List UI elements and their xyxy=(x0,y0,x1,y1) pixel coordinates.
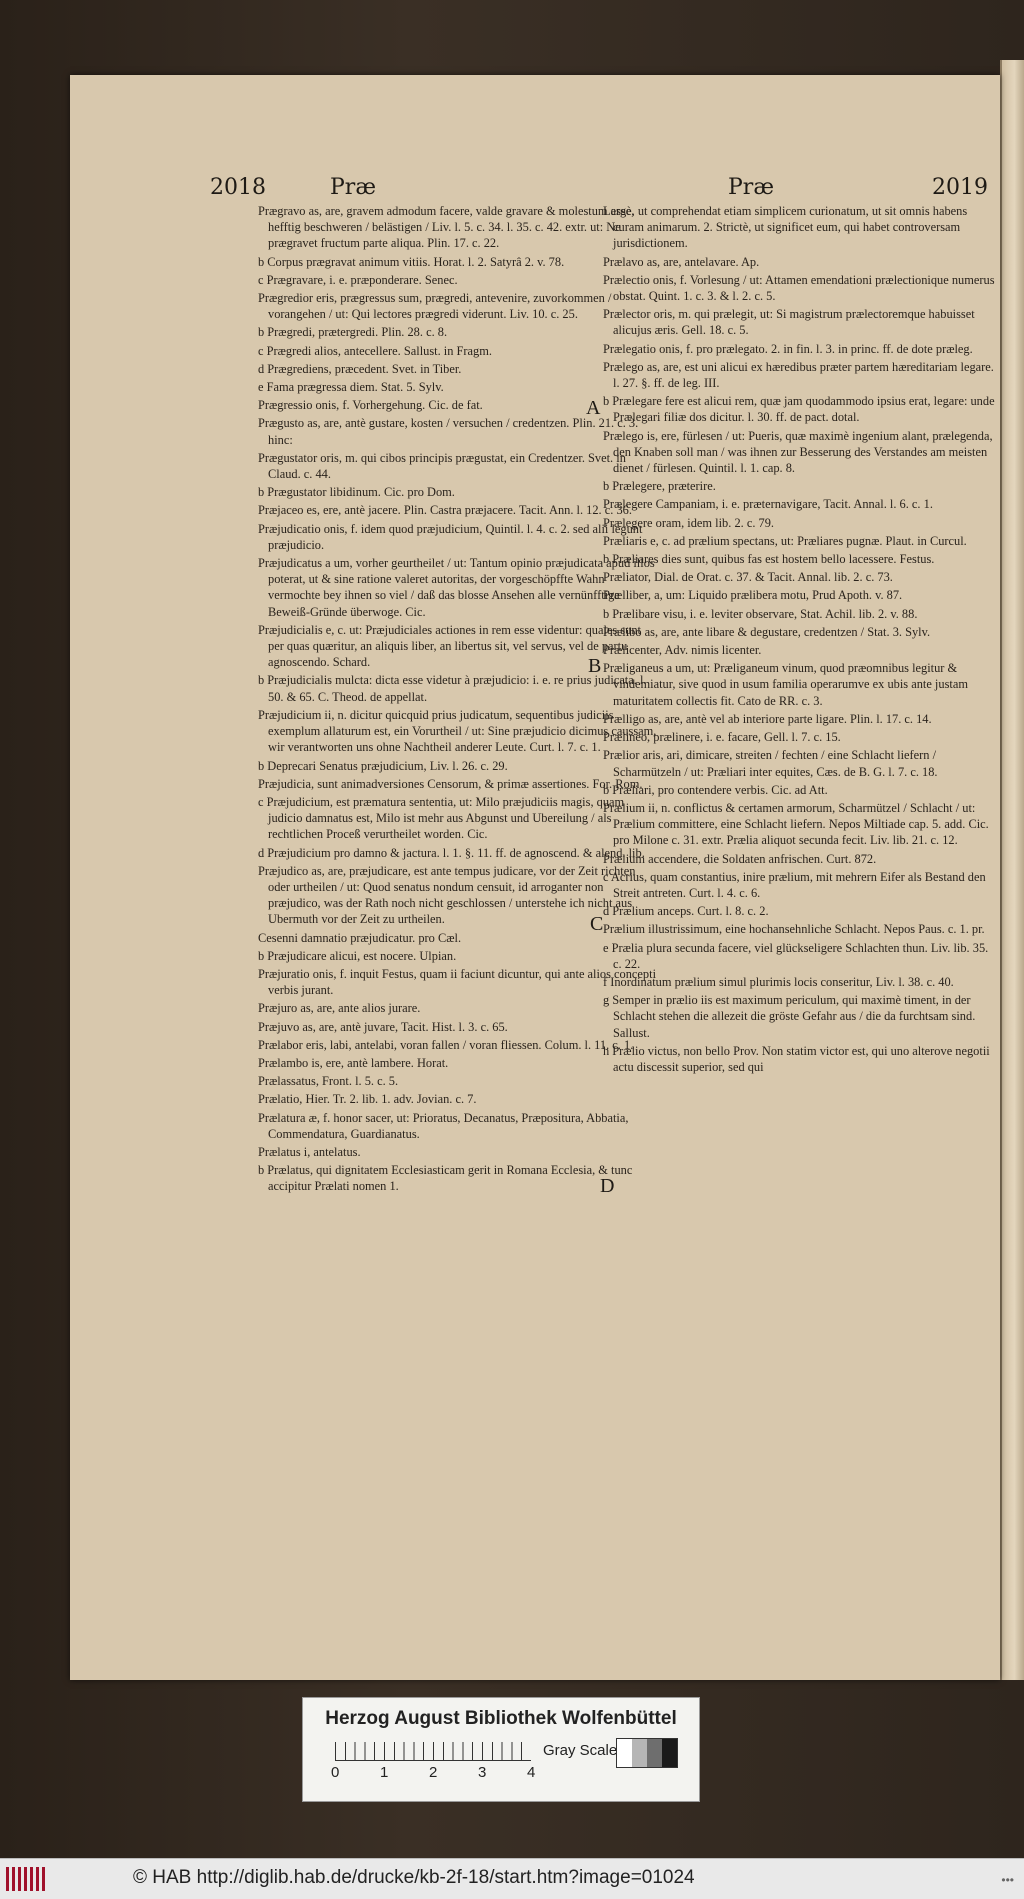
dictionary-entry: d Præjudicium pro damno & jactura. l. 1. §. 11. ff. de agnoscend. & alend. lib. xyxy=(258,845,645,860)
dictionary-entry: Prælegere oram, idem lib. 2. c. 79. xyxy=(603,515,775,530)
dictionary-entry: Præjaceo es, ere, antè jacere. Plin. Castra præjacere. Tacit. Ann. l. 12. c. 36. xyxy=(258,503,632,518)
dictionary-entry: Prælliber, a, um: Liquido prælibera motu, Prud Apoth. v. 87. xyxy=(603,588,903,603)
dictionary-entry: Prælabor eris, labi, antelabi, voran fallen / voran fliessen. Colum. l. 11. c. 1. xyxy=(258,1037,634,1052)
right-column xyxy=(603,203,998,1077)
book-page xyxy=(70,75,1000,1680)
dictionary-entry: c Acrius, quam constantius, inire prælium, mit mehrern Eifer als Bestand den Streit antreten. Curt. l. 4. c. 6. xyxy=(603,869,986,900)
dictionary-entry: Præliganeus a um, ut: Præliganeum vinum, quod præomnibus legitur & vindemiatur, sive quod in usum familia operarumve ex ubis ante justam maturitatem collectis fit. Cato de RR. c. 3. xyxy=(603,661,968,708)
dictionary-entry: Præjuvo as, are, antè juvare, Tacit. Hist. l. 3. c. 65. xyxy=(258,1019,508,1034)
dictionary-entry: b Prægredi, prætergredi. Plin. 28. c. 8. xyxy=(258,325,448,340)
dictionary-entry: h Prælio victus, non bello Prov. Non statim victor est, qui uno alterove negotii actu discessit superior, sed qui xyxy=(603,1043,990,1074)
right-page-number: 2019 xyxy=(932,175,988,200)
ruler-number: 3 xyxy=(478,1764,487,1781)
gray-scale-swatches xyxy=(616,1738,678,1768)
dictionary-entry: Prælector oris, m. qui prælegit, ut: Si magistrum prælectoremque habuisset alicujus æris. Gell. 18. c. 5. xyxy=(603,307,975,338)
dictionary-entry: Prælatio, Hier. Tr. 2. lib. 1. adv. Jovian. c. 7. xyxy=(258,1092,477,1107)
ruler-number: 4 xyxy=(527,1764,536,1781)
dictionary-entry: b Prælegere, præterire. xyxy=(603,479,716,494)
library-title: Herzog August Bibliothek Wolfenbüttel xyxy=(325,1708,677,1729)
dictionary-entry: e Fama prægressa diem. Stat. 5. Sylv. xyxy=(258,380,444,395)
dictionary-entry: Prælium accendere, die Soldaten anfrischen. Curt. 872. xyxy=(603,851,877,866)
footer-menu-icon[interactable]: ••• xyxy=(1001,1873,1014,1887)
dictionary-entry: Prælium ii, n. conflictus & certamen armorum, Scharmützel / Schlacht / ut: Prælium committere, eine Schlacht liefern. Nepos Miltiade cap. 5. add. Cic. pro Milone c. 31. extr. Prælia aliquot secunda fecit. Liv. lib. 21. c. 12. xyxy=(603,800,989,848)
dictionary-entry: f Inordinatum prælium simul plurimis locis conseritur, Liv. l. 38. c. 40. xyxy=(603,974,954,989)
dictionary-entry: Prælicenter, Adv. nimis licenter. xyxy=(603,643,762,658)
dictionary-entry: Prælium illustrissimum, eine hochansehnliche Schlacht. Nepos Paus. c. 1. pr. xyxy=(603,922,985,937)
dictionary-entry: Cesenni damnatio præjudicatur. pro Cæl. xyxy=(258,930,462,945)
dictionary-entry: Prælassatus, Front. l. 5. c. 5. xyxy=(258,1074,399,1089)
dictionary-entry: Prægravo as, are, gravem admodum facere, valde gravare & molestum esse, hefftig beschweren / belästigen / Liv. l. 5. c. 34. l. 35. c. 42. extr. ut: Ne prægravet fructum parte aliqua. Plin. 17. c. 22. xyxy=(258,204,635,251)
dictionary-entry: b Prælatus, qui dignitatem Ecclesiasticam gerit in Romana Ecclesia, & tunc accipitur Prælati nomen 1. xyxy=(258,1163,633,1194)
dictionary-entry: Præjudicatio onis, f. idem quod præjudicium, Quintil. l. 4. c. 2. sed alii legunt præjudicio. xyxy=(258,521,643,552)
dictionary-entry: Prælineo, prælinere, i. e. facare, Gell. l. 7. c. 15. xyxy=(603,730,841,745)
dictionary-entry: g Semper in prælio iis est maximum periculum, qui maximè timent, in der Schlacht stehen die allezeit die gröste Gefahr aus / die da furchtsam sind. Sallust. xyxy=(603,993,976,1040)
dictionary-entry: Præliator, Dial. de Orat. c. 37. & Tacit. Annal. lib. 2. c. 73. xyxy=(603,570,893,585)
dictionary-entry: Prælligo as, are, antè vel ab interiore parte ligare. Plin. l. 17. c. 14. xyxy=(603,711,932,726)
dictionary-entry: b Præliares dies sunt, quibus fas est hostem bello lacessere. Festus. xyxy=(603,552,935,567)
dictionary-entry: b Prælegare fere est alicui rem, quæ jam quodammodo ipsius erat, legare: unde Prælegari filiæ dos dicitur. l. 30. ff. de pact. dotal. xyxy=(603,394,995,425)
dictionary-entry: b Corpus prægravat animum vitiis. Horat. l. 2. Satyrâ 2. v. 78. xyxy=(258,254,565,269)
left-head-word: Præ xyxy=(330,175,376,200)
dictionary-entry: b Præjudicialis mulcta: dicta esse videtur à præjudicio: i. e. re prius judicata. l. 50. & 65. C. Theod. de appellat. xyxy=(258,673,647,704)
dictionary-entry: Præjudico as, are, præjudicare, est ante tempus judicare, vor der Zeit richten oder urtheilen / ut: Quod senatus nondum censuit, id arroganter non præjudico, was der Rath noch nicht geschlossen / unterstehe ich nicht aus Ubermuth vor der Zeit zu urtheilen. xyxy=(258,863,636,927)
reference-card xyxy=(302,1697,700,1802)
dictionary-entry: Præjuro as, are, ante alios jurare. xyxy=(258,1001,421,1016)
dictionary-entry: Prægredior eris, prægressus sum, prægredi, antevenire, zuvorkommen / vorangehen / ut: Qui lectores prægredi viderunt. Liv. 10. c. 25. xyxy=(258,291,612,322)
dictionary-entry: Prælego is, ere, fürlesen / ut: Pueris, quæ maximè ingenium alant, prælegenda, den Knaben soll man / was ihnen zur Besserung des Verstandes am meisten dienet / fürlesen. Quintil. l. 1. cap. 8. xyxy=(603,428,993,476)
margin-letter-d: D xyxy=(600,1175,615,1197)
dictionary-entry: Prægustator oris, m. qui cibos principis prægustat, ein Credentzer. Svet. in Claud. c. 44. xyxy=(258,450,626,482)
dictionary-entry: Prælatura æ, f. honor sacer, ut: Prioratus, Decanatus, Præpositura, Abbatia, Commendatura, Guardianatus. xyxy=(258,1110,629,1141)
dictionary-entry: Prælectio onis, f. Vorlesung / ut: Attamen emendationi prælectionique numerus obstat. Quint. 1. c. 3. & l. 2. c. 5. xyxy=(603,272,995,304)
dictionary-entry: Præjudicium ii, n. dicitur quicquid prius judicatum, sequentibus judiciis exemplum allaturum est, ein Vorurtheil / ut: Sine præjudicio dicimus caussam, wir verantworten uns ohne Nachtheil anderer Leute. Curt. l. 7. c. 1. xyxy=(258,707,657,755)
dictionary-entry: Prælibo as, are, ante libare & degustare, credentzen / Stat. 3. Sylv. xyxy=(603,624,931,639)
dictionary-entry: Prælior aris, ari, dimicare, streiten / fechten / eine Schlacht liefern / Scharmützeln / ut: Præliari inter equites, Cæs. de B. G. l. 7. c. 18. xyxy=(603,748,938,779)
dictionary-entry: Prægressio onis, f. Vorhergehung. Cic. de fat. xyxy=(258,398,483,413)
left-column xyxy=(258,203,658,1197)
ruler-number: 2 xyxy=(429,1764,438,1781)
left-page-number: 2018 xyxy=(210,175,266,200)
dictionary-entry: Præjudicatus a um, vorher geurtheilet / ut: Tantum opinio præjudicata apud illos poterat, ut & sine ratione valeret autoritas, der vorgeschöpffte Wahn vermochte bey ihnen so viel / daß das blosse Ansehen alle vernünfftige Beweiß-Gründe überwoge. Cic. xyxy=(258,556,655,619)
measurement-ruler xyxy=(335,1742,531,1761)
dictionary-entry: Prægusto as, are, antè gustare, kosten / versuchen / credentzen. Plin. 21. c. 3. hinc: xyxy=(258,416,639,447)
dictionary-entry: d Prægrediens, præcedent. Svet. in Tiber. xyxy=(258,361,462,376)
dictionary-entry: b Deprecari Senatus præjudicium, Liv. l. 26. c. 29. xyxy=(258,758,508,773)
dictionary-entry: Prælegatio onis, f. pro prælegato. 2. in fin. l. 3. in princ. ff. de dote præleg. xyxy=(603,341,973,356)
dictionary-entry: Prælegere Campaniam, i. e. præternavigare, Tacit. Annal. l. 6. c. 1. xyxy=(603,497,933,512)
margin-letter-c: C xyxy=(590,913,604,935)
dictionary-entry: c Præjudicium, est præmatura sententia, ut: Milo præjudiciis magis, quam judicio damnatus est, Milo ist mehr aus Abgunst und Ubereilung / als rechtlichen Proceß verurtheilet worden. Cic. xyxy=(258,794,625,842)
gray-scale-label: Gray Scale xyxy=(543,1742,618,1759)
dictionary-entry: Præjudicialis e, c. ut: Præjudiciales actiones in rem esse videntur: quales sunt per quas quæritur, an aliquis liber, an libertus sit, vel servus, vel de partu agnoscendo. Schard. xyxy=(258,622,642,670)
ruler-number: 1 xyxy=(380,1764,389,1781)
dictionary-entry: c Prægredi alios, antecellere. Sallust. in Fragm. xyxy=(258,343,492,358)
margin-letter-a: A xyxy=(586,397,601,419)
dictionary-entry: e Prælia plura secunda facere, viel glückseligere Schlachten thun. Liv. lib. 35. c. 22. xyxy=(603,940,989,971)
margin-letter-b: B xyxy=(588,655,602,677)
ruler-number: 0 xyxy=(331,1764,340,1781)
right-head-word: Præ xyxy=(728,175,774,200)
dictionary-entry: b Prægustator libidinum. Cic. pro Dom. xyxy=(258,485,455,500)
dictionary-entry: Prælambo is, ere, antè lambere. Horat. xyxy=(258,1055,449,1070)
dictionary-entry: Præjudicia, sunt animadversiones Censorum, & primæ assertiones. For. Rom. xyxy=(258,776,643,791)
footer-bar xyxy=(0,1858,1024,1899)
dictionary-entry: Præliaris e, c. ad prælium spectans, ut: Præliares pugnæ. Plaut. in Curcul. xyxy=(603,533,967,548)
dictionary-entry: b Præjudicare alicui, est nocere. Ulpian. xyxy=(258,948,457,963)
footer-copyright-link[interactable]: © HAB http://diglib.hab.de/drucke/kb-2f-18/start.htm?image=01024 xyxy=(133,1867,695,1888)
dictionary-entry: Prælavo as, are, antelavare. Ap. xyxy=(603,254,760,269)
dictionary-entry: Prælatus i, antelatus. xyxy=(258,1144,361,1159)
dictionary-entry: b Prælibare visu, i. e. leviter observare, Stat. Achil. lib. 2. v. 88. xyxy=(603,606,918,621)
dictionary-entry: c Prægravare, i. e. præponderare. Senec. xyxy=(258,272,458,287)
page-fold xyxy=(1000,60,1002,1680)
dictionary-entry: Prælego as, are, est uni alicui ex hæredibus præter partem hæreditariam legare. l. 27. §. ff. de leg. III. xyxy=(603,359,994,391)
hab-logo-icon xyxy=(6,1867,46,1891)
page-edge xyxy=(1000,60,1024,1680)
dictionary-entry: Præjuratio onis, f. inquit Festus, quam ii faciunt dicuntur, qui ante alios concepti verbis jurant. xyxy=(258,966,657,998)
dictionary-entry: b Præliari, pro contendere verbis. Cic. ad Att. xyxy=(603,782,828,797)
dictionary-entry: d Prælium anceps. Curt. l. 8. c. 2. xyxy=(603,904,769,919)
dictionary-entry: Largè, ut comprehendat etiam simplicem curionatum, ut sit omnis habens curam animarum. 2. Strictè, ut significet eum, qui habet controversam jurisdictionem. xyxy=(603,204,968,251)
